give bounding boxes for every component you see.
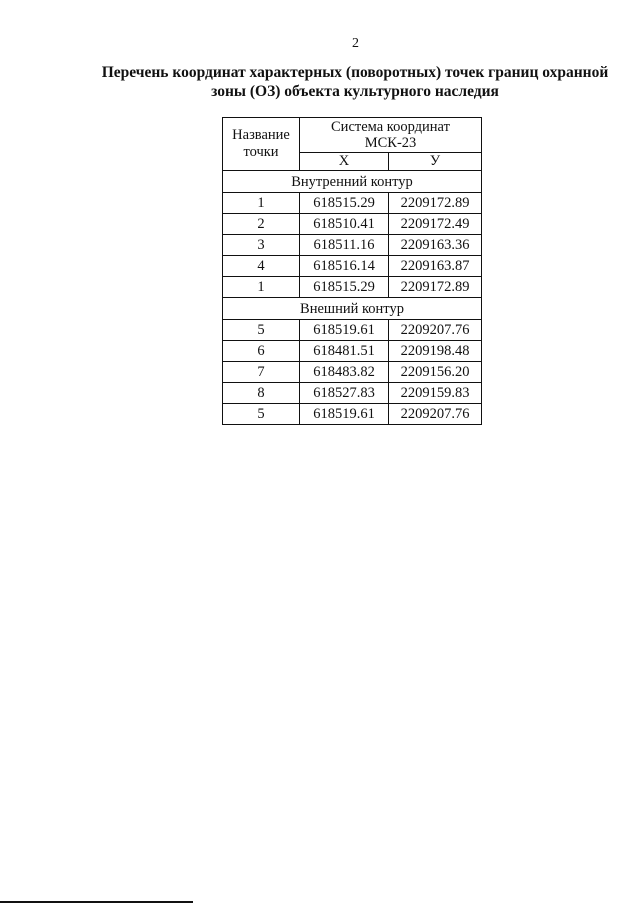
point-y: 2209159.83 [389, 383, 482, 404]
point-y: 2209207.76 [389, 404, 482, 425]
table-row [223, 320, 482, 341]
point-name: 2 [223, 214, 300, 235]
point-x: 618519.61 [300, 404, 389, 425]
table-row [223, 362, 482, 383]
point-x: 618515.29 [300, 277, 389, 298]
point-x: 618519.61 [300, 320, 389, 341]
header-system-line-2: МСК-23 [364, 135, 417, 151]
point-name: 4 [223, 256, 300, 277]
document-title [100, 63, 610, 101]
point-y: 2209172.49 [389, 214, 482, 235]
point-name: 7 [223, 362, 300, 383]
table-row [223, 256, 482, 277]
point-name: 1 [223, 277, 300, 298]
point-y: 2209172.89 [389, 193, 482, 214]
point-y: 2209198.48 [389, 341, 482, 362]
point-x: 618527.83 [300, 383, 389, 404]
section-row-outer [223, 298, 482, 320]
header-y: У [389, 153, 482, 171]
table-row [223, 277, 482, 298]
footer-divider [0, 901, 193, 903]
table-row [223, 383, 482, 404]
table-row [223, 404, 482, 425]
title-line-2: зоны (ОЗ) объекта культурного наследия [211, 83, 499, 100]
point-x: 618510.41 [300, 214, 389, 235]
point-y: 2209163.36 [389, 235, 482, 256]
section-title: Внешний контур [223, 298, 482, 320]
point-x: 618483.82 [300, 362, 389, 383]
point-name: 5 [223, 320, 300, 341]
header-point-name [223, 118, 300, 171]
point-name: 6 [223, 341, 300, 362]
point-name: 8 [223, 383, 300, 404]
point-y: 2209156.20 [389, 362, 482, 383]
point-name: 5 [223, 404, 300, 425]
header-name-line-2: точки [243, 144, 279, 160]
header-system-line-1: Система координат [331, 119, 450, 135]
section-title: Внутренний контур [223, 171, 482, 193]
coordinates-table [222, 117, 482, 425]
page-number: 2 [352, 36, 359, 51]
header-x: X [300, 153, 389, 171]
header-coordinate-system [300, 118, 482, 153]
point-y: 2209163.87 [389, 256, 482, 277]
point-y: 2209207.76 [389, 320, 482, 341]
point-x: 618515.29 [300, 193, 389, 214]
table-row [223, 341, 482, 362]
point-y: 2209172.89 [389, 277, 482, 298]
point-name: 3 [223, 235, 300, 256]
point-x: 618481.51 [300, 341, 389, 362]
header-name-line-1: Название [232, 127, 290, 143]
point-x: 618516.14 [300, 256, 389, 277]
point-x: 618511.16 [300, 235, 389, 256]
table-row [223, 214, 482, 235]
table-row [223, 235, 482, 256]
section-row-inner [223, 171, 482, 193]
title-line-1: Перечень координат характерных (поворотных) точек границ охранной [101, 64, 609, 81]
table-row [223, 193, 482, 214]
point-name: 1 [223, 193, 300, 214]
